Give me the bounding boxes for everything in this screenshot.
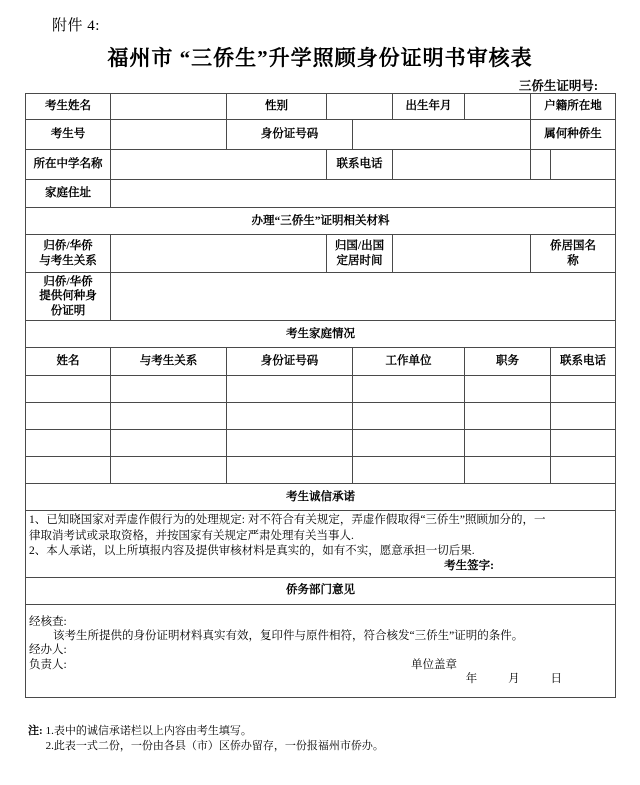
section-heading-promise: 考生诚信承诺 <box>26 484 616 511</box>
field-school-extra-1[interactable] <box>531 150 551 180</box>
label-home-address: 家庭住址 <box>26 180 111 208</box>
promise-line-3: 2、本人承诺，以上所填报内容及提供审核材料是真实的，如有不实，愿意承担一切后果. <box>29 544 475 557</box>
note-item-2: 2.此表一式二份，一份由各县（市）区侨办留存，一份报福州市侨办。 <box>45 739 384 752</box>
section-heading-family: 考生家庭情况 <box>26 321 616 348</box>
page-title: 福州市 “三侨生”升学照顾身份证明书审核表 <box>107 46 533 70</box>
column-header-name: 姓名 <box>26 348 111 376</box>
label-identity-proof-line1: 归侨/华侨 <box>43 276 93 288</box>
cell-family-name[interactable] <box>26 376 111 403</box>
column-header-work-unit: 工作单位 <box>353 348 465 376</box>
cell-family-phone[interactable] <box>551 376 616 403</box>
section-heading-materials: 办理“三侨生”证明相关材料 <box>26 208 616 235</box>
certificate-number-label: 三侨生证明号: <box>518 79 598 93</box>
cell-family-phone[interactable] <box>551 457 616 484</box>
table-row-materials-heading <box>26 208 616 235</box>
opinion-text-block <box>26 604 616 697</box>
manager-label[interactable]: 负责人: <box>29 658 67 671</box>
table-row-opinion-body <box>26 604 616 697</box>
opinion-review-label: 经核查: <box>29 615 67 628</box>
cell-family-position[interactable] <box>465 430 551 457</box>
column-header-id-number: 身份证号码 <box>227 348 353 376</box>
footer-notes <box>28 724 384 754</box>
cell-family-relation[interactable] <box>111 457 227 484</box>
cell-family-id[interactable] <box>227 403 353 430</box>
opinion-date-line[interactable]: 年 月 日 <box>465 673 576 686</box>
label-candidate-name: 考生姓名 <box>26 94 111 120</box>
promise-text-block <box>26 511 616 578</box>
label-identity-proof <box>26 273 111 321</box>
cell-family-position[interactable] <box>465 403 551 430</box>
field-relation-to-candidate[interactable] <box>111 235 327 273</box>
field-identity-proof[interactable] <box>111 273 616 321</box>
notes-prefix: 注: <box>28 725 43 737</box>
label-settle-date-line2: 定居时间 <box>336 254 383 267</box>
field-settle-date[interactable] <box>393 235 531 273</box>
main-form-table <box>25 93 616 698</box>
label-relation-line1: 归侨/华侨 <box>43 240 93 253</box>
label-candidate-number: 考生号 <box>26 120 111 150</box>
field-home-address[interactable] <box>111 180 616 208</box>
unit-seal-label: 单位盖章 <box>411 658 457 671</box>
table-row-promise-heading <box>26 484 616 511</box>
label-birth-date: 出生年月 <box>393 94 465 120</box>
cell-family-phone[interactable] <box>551 430 616 457</box>
cell-family-unit[interactable] <box>353 376 465 403</box>
label-residence-country-line2: 称 <box>567 254 579 267</box>
label-overseas-type: 属何种侨生 <box>531 120 616 150</box>
cell-family-id[interactable] <box>227 430 353 457</box>
cell-family-name[interactable] <box>26 457 111 484</box>
table-row-materials-1 <box>26 235 616 273</box>
label-identity-proof-line3: 份证明 <box>50 304 86 317</box>
label-identity-proof-line2: 提供何种身 <box>39 290 97 303</box>
field-candidate-number[interactable] <box>111 120 227 150</box>
label-phone: 联系电话 <box>327 150 393 180</box>
field-school-name[interactable] <box>111 150 327 180</box>
label-settle-date <box>327 235 393 273</box>
cell-family-name[interactable] <box>26 430 111 457</box>
cell-family-phone[interactable] <box>551 403 616 430</box>
label-relation-line2: 与考生关系 <box>39 254 97 267</box>
section-heading-opinion: 侨务部门意见 <box>26 577 616 604</box>
field-birth-date[interactable] <box>465 94 531 120</box>
candidate-signature-label[interactable]: 考生签字: <box>444 560 494 573</box>
column-header-contact-phone: 联系电话 <box>551 348 616 376</box>
cell-family-id[interactable] <box>227 376 353 403</box>
label-settle-date-line1: 归国/出国 <box>334 240 385 253</box>
table-row <box>26 457 616 484</box>
cell-family-position[interactable] <box>465 376 551 403</box>
cell-family-name[interactable] <box>26 403 111 430</box>
cell-family-unit[interactable] <box>353 457 465 484</box>
field-school-extra-2[interactable] <box>551 150 616 180</box>
note-item-1: 1.表中的诚信承诺栏以上内容由考生填写。 <box>45 725 252 737</box>
field-gender[interactable] <box>327 94 393 120</box>
field-phone[interactable] <box>393 150 531 180</box>
field-candidate-name[interactable] <box>111 94 227 120</box>
promise-line-1: 1、已知晓国家对弄虚作假行为的处理规定: 对不符合有关规定，弄虚作假取得“三侨生”照顾加分的，一 <box>29 514 546 527</box>
label-household-location: 户籍所在地 <box>531 94 616 120</box>
label-gender: 性别 <box>227 94 327 120</box>
notes-list <box>46 724 384 754</box>
label-relation-to-candidate <box>26 235 111 273</box>
cell-family-unit[interactable] <box>353 403 465 430</box>
table-row-family-columns <box>26 348 616 376</box>
label-residence-country <box>531 235 616 273</box>
cell-family-unit[interactable] <box>353 430 465 457</box>
table-row-family-heading <box>26 321 616 348</box>
table-row <box>26 403 616 430</box>
cell-family-relation[interactable] <box>111 430 227 457</box>
handler-label[interactable]: 经办人: <box>29 644 67 657</box>
cell-family-relation[interactable] <box>111 403 227 430</box>
table-row-home-address <box>26 180 616 208</box>
column-header-position: 职务 <box>465 348 551 376</box>
table-row-materials-2 <box>26 273 616 321</box>
table-row-opinion-heading <box>26 577 616 604</box>
cell-family-id[interactable] <box>227 457 353 484</box>
table-row-promise-body <box>26 511 616 578</box>
table-row-candidate-id <box>26 120 616 150</box>
label-id-card-number: 身份证号码 <box>227 120 353 150</box>
field-id-card-number[interactable] <box>353 120 531 150</box>
label-school-name: 所在中学名称 <box>26 150 111 180</box>
table-row-school <box>26 150 616 180</box>
attachment-label: 附件 4: <box>52 18 100 34</box>
manager-row <box>29 658 612 672</box>
promise-line-2: 律取消考试或录取资格，并按国家有关规定严肃处理有关当事人. <box>29 529 354 542</box>
label-residence-country-line1: 侨居国名 <box>550 240 596 253</box>
cell-family-relation[interactable] <box>111 376 227 403</box>
table-row <box>26 376 616 403</box>
opinion-statement: 该考生所提供的身份证明材料真实有效，复印件与原件相符，符合核发“三侨生”证明的条件。 <box>53 630 524 643</box>
table-row-name <box>26 94 616 120</box>
column-header-relation: 与考生关系 <box>111 348 227 376</box>
table-row <box>26 430 616 457</box>
cell-family-position[interactable] <box>465 457 551 484</box>
